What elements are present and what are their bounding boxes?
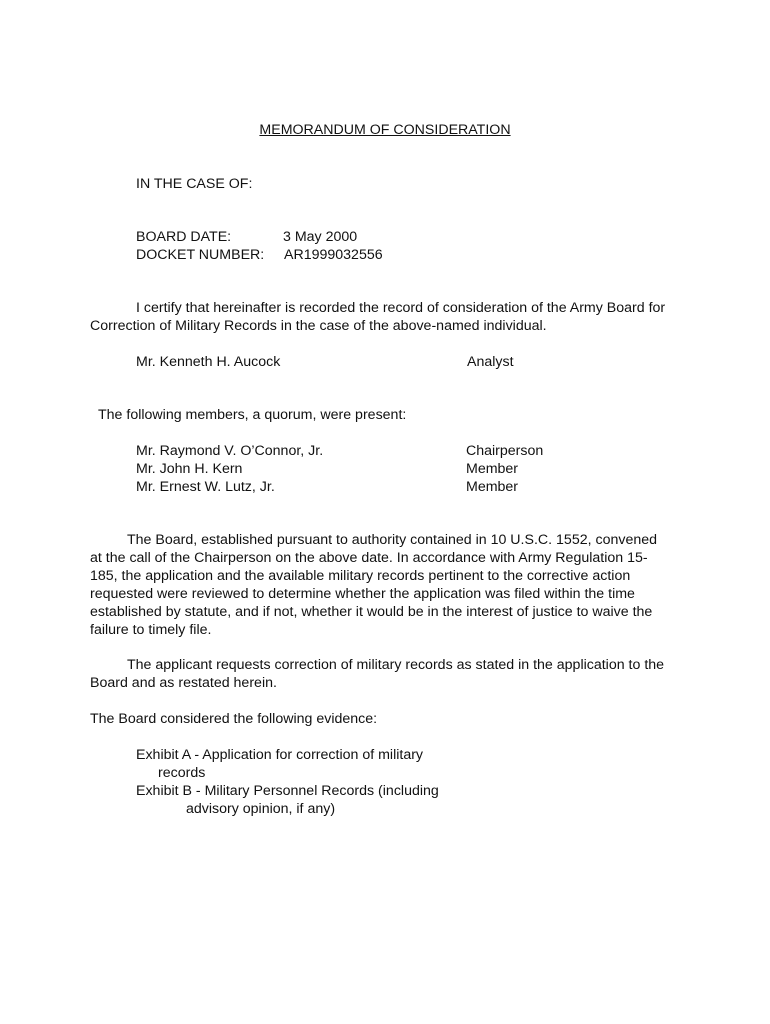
- board-date-label: BOARD DATE:: [136, 229, 232, 245]
- case-label: IN THE CASE OF:: [136, 176, 253, 192]
- analyst-role: Analyst: [467, 354, 514, 370]
- member-name: Mr. Ernest W. Lutz, Jr.: [136, 479, 275, 495]
- members-intro: The following members, a quorum, were present:: [98, 407, 407, 423]
- member-role: Member: [466, 479, 519, 495]
- exhibit-a-line1: Exhibit A - Application for correction of military: [136, 747, 424, 763]
- exhibit-a-line2: records: [158, 765, 206, 781]
- docket-number-label: DOCKET NUMBER:: [136, 247, 265, 263]
- board-paragraph: The Board, established pursuant to authority contained in 10 U.S.C. 1552, convened at the call of the Chairperson on the above date. In accordance with Army Regulation 15-185, the application and the available military records pertinent to the corrective action requested were reviewed to determine whether the application was filed within the time established by statute, and if not, whether it would be in the interest of justice to waive the failure to timely file.: [90, 532, 658, 638]
- member-name: Mr. Raymond V. O’Connor, Jr.: [136, 443, 324, 459]
- applicant-paragraph: The applicant requests correction of military records as stated in the application to the Board and as restated herein.: [90, 657, 665, 691]
- member-name: Mr. John H. Kern: [136, 461, 243, 477]
- certification-paragraph: I certify that hereinafter is recorded the record of consideration of the Army Board for Correction of Military Records in the case of the above-named individual.: [90, 300, 666, 334]
- analyst-name: Mr. Kenneth H. Aucock: [136, 354, 281, 370]
- exhibit-b-line1: Exhibit B - Military Personnel Records (including: [136, 783, 439, 799]
- board-date-value: 3 May 2000: [283, 229, 358, 245]
- page-title: MEMORANDUM OF CONSIDERATION: [259, 122, 511, 138]
- exhibit-b-line2: advisory opinion, if any): [186, 801, 336, 817]
- evidence-intro: The Board considered the following evidence:: [90, 711, 378, 727]
- docket-number-value: AR1999032556: [284, 247, 383, 263]
- member-role: Member: [466, 461, 519, 477]
- member-role: Chairperson: [466, 443, 544, 459]
